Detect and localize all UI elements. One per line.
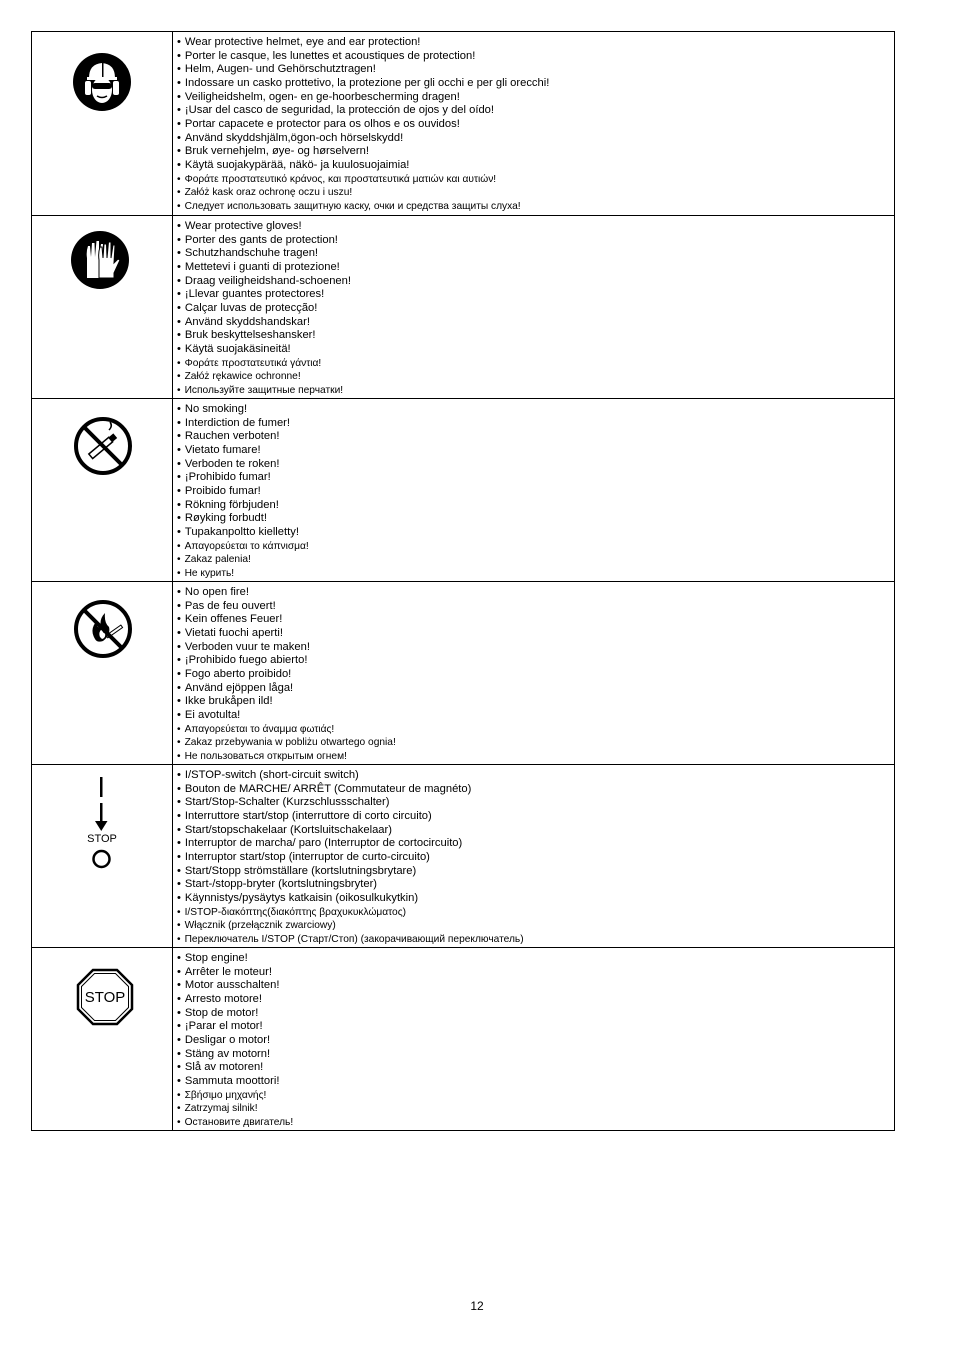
- translation-list: [177, 952, 894, 1130]
- symbol-cell: [32, 582, 173, 764]
- symbol-cell: [32, 32, 173, 215]
- symbol-cell: [32, 216, 173, 398]
- list-item: • Włącznik (przełącznik zwarciowy): [177, 919, 894, 933]
- list-item: • Переключатель I/STOP (Старт/Стоп) (закорачивающий переключатель): [177, 933, 894, 947]
- text-cell: [173, 948, 894, 1130]
- list-item: • Porter des gants de protection!: [177, 234, 894, 248]
- table-row: [32, 947, 894, 1130]
- list-item: • Slå av motoren!: [177, 1061, 894, 1075]
- list-item: • Røyking forbudt!: [177, 512, 894, 526]
- list-item: • Załóż rękawice ochronne!: [177, 370, 894, 384]
- protective-gloves-icon: [70, 230, 130, 290]
- list-item: • Schutzhandschuhe tragen!: [177, 247, 894, 261]
- list-item: • Zakaz palenia!: [177, 553, 894, 567]
- helmet-eye-ear-protection-icon: [72, 52, 132, 112]
- no-smoking-icon: [73, 416, 133, 476]
- list-item: • Calçar luvas de protecção!: [177, 302, 894, 316]
- list-item: • Verboden te roken!: [177, 458, 894, 472]
- list-item: • Wear protective helmet, eye and ear protection!: [177, 36, 894, 50]
- text-cell: [173, 582, 894, 764]
- list-item: • ¡Llevar guantes protectores!: [177, 288, 894, 302]
- list-item: • Start/Stop-Schalter (Kurzschlussschalter): [177, 796, 894, 810]
- list-item: • Verboden vuur te maken!: [177, 641, 894, 655]
- list-item: • Käynnistys/pysäytys katkaisin (oikosulkukytkin): [177, 892, 894, 906]
- list-item: • Stop de motor!: [177, 1007, 894, 1021]
- text-cell: [173, 216, 894, 398]
- list-item: • Φοράτε προστατευτικά γάντια!: [177, 357, 894, 371]
- list-item: • Следует использовать защитную каску, очки и средства защиты слуха!: [177, 200, 894, 214]
- list-item: • Motor ausschalten!: [177, 979, 894, 993]
- list-item: • Portar capacete e protector para os olhos e os ouvidos!: [177, 118, 894, 132]
- list-item: • Bouton de MARCHE/ ARRÊT (Commutateur de magnéto): [177, 783, 894, 797]
- list-item: • Käytä suojakypärää, näkö- ja kuulosuojaimia!: [177, 159, 894, 173]
- text-cell: [173, 32, 894, 215]
- list-item: • Zakaz przebywania w pobliżu otwartego ognia!: [177, 736, 894, 750]
- translation-list: [177, 586, 894, 764]
- list-item: • Σβήσιμο μηχανής!: [177, 1089, 894, 1103]
- list-item: • Załóż kask oraz ochronę oczu i uszu!: [177, 186, 894, 200]
- list-item: • Veiligheidshelm, ogen- en ge-hoorbescherming dragen!: [177, 91, 894, 105]
- list-item: • I/STOP-διακόπτης(διακόπτης βραχυκυκλώματος): [177, 906, 894, 920]
- list-item: • Draag veiligheidshand-schoenen!: [177, 275, 894, 289]
- list-item: • Не курить!: [177, 567, 894, 581]
- list-item: • Interruptor start/stop (interruptor de curto-circuito): [177, 851, 894, 865]
- list-item: • Stop engine!: [177, 952, 894, 966]
- list-item: • Start/Stopp strömställare (kortslutningsbrytare): [177, 865, 894, 879]
- text-cell: [173, 765, 894, 947]
- page-number: 12: [470, 1299, 484, 1313]
- table-row: [32, 215, 894, 398]
- list-item: • Bruk beskyttelseshansker!: [177, 329, 894, 343]
- list-item: • Använd ejöppen låga!: [177, 682, 894, 696]
- list-item: • Interdiction de fumer!: [177, 417, 894, 431]
- symbol-cell: [32, 948, 173, 1130]
- list-item: • Ikke brukåpen ild!: [177, 695, 894, 709]
- safety-symbols-table: [31, 31, 895, 1131]
- table-row: [32, 581, 894, 764]
- list-item: • ¡Parar el motor!: [177, 1020, 894, 1034]
- list-item: • Interruptor de marcha/ paro (Interruptor de cortocircuito): [177, 837, 894, 851]
- list-item: • ¡Prohibido fuego abierto!: [177, 654, 894, 668]
- list-item: • Indossare un casko prottetivo, la protezione per gli occhi e per gli orecchi!: [177, 77, 894, 91]
- list-item: • Остановите двигатель!: [177, 1116, 894, 1130]
- list-item: • Använd skyddshandskar!: [177, 316, 894, 330]
- table-row: [32, 398, 894, 581]
- list-item: • Используйте защитные перчатки!: [177, 384, 894, 398]
- list-item: • Mettetevi i guanti di protezione!: [177, 261, 894, 275]
- list-item: • Vietati fuochi aperti!: [177, 627, 894, 641]
- stop-sign-label: STOP: [84, 989, 126, 1006]
- list-item: • Απαγορεύεται το άναμμα φωτιάς!: [177, 723, 894, 737]
- list-item: • Απαγορεύεται το κάπνισμα!: [177, 540, 894, 554]
- list-item: • Start/stopschakelaar (Kortsluitschakelaar): [177, 824, 894, 838]
- list-item: • I/STOP-switch (short-circuit switch): [177, 769, 894, 783]
- list-item: • Φοράτε προστατευτικό κράνος, και προστατευτικά ματιών και αυτιών!: [177, 173, 894, 187]
- list-item: • Proibido fumar!: [177, 485, 894, 499]
- list-item: • Tupakanpoltto kielletty!: [177, 526, 894, 540]
- list-item: • No open fire!: [177, 586, 894, 600]
- list-item: • Desligar o motor!: [177, 1034, 894, 1048]
- list-item: • Wear protective gloves!: [177, 220, 894, 234]
- translation-list: [177, 769, 894, 947]
- list-item: • Interruttore start/stop (interruttore di corto circuito): [177, 810, 894, 824]
- list-item: • Bruk vernehjelm, øye- og hørselvern!: [177, 145, 894, 159]
- stop-label: STOP: [87, 833, 117, 845]
- list-item: • Не пользоваться открытым огнем!: [177, 750, 894, 764]
- list-item: • Arresto motore!: [177, 993, 894, 1007]
- list-item: • Rökning förbjuden!: [177, 499, 894, 513]
- translation-list: [177, 36, 894, 214]
- list-item: • Start-/stopp-bryter (kortslutningsbryter): [177, 878, 894, 892]
- list-item: • ¡Usar del casco de seguridad, la protección de ojos y del oído!: [177, 104, 894, 118]
- list-item: • ¡Prohibido fumar!: [177, 471, 894, 485]
- list-item: • Porter le casque, les lunettes et acoustiques de protection!: [177, 50, 894, 64]
- list-item: • Vietato fumare!: [177, 444, 894, 458]
- table-row: [32, 32, 894, 215]
- list-item: • Rauchen verboten!: [177, 430, 894, 444]
- list-item: • Zatrzymaj silnik!: [177, 1102, 894, 1116]
- list-item: • Käytä suojakäsineitä!: [177, 343, 894, 357]
- list-item: • Sammuta moottori!: [177, 1075, 894, 1089]
- table-row: [32, 764, 894, 947]
- list-item: • Använd skyddshjälm,ögon-och hörselskydd!: [177, 132, 894, 146]
- text-cell: [173, 399, 894, 581]
- list-item: • Stäng av motorn!: [177, 1048, 894, 1062]
- i-stop-switch-icon: [84, 775, 120, 871]
- translation-list: [177, 403, 894, 581]
- list-item: • Ei avotulta!: [177, 709, 894, 723]
- symbol-cell: [32, 399, 173, 581]
- list-item: • Kein offenes Feuer!: [177, 613, 894, 627]
- symbol-cell: [32, 765, 173, 947]
- list-item: • Arrêter le moteur!: [177, 966, 894, 980]
- no-open-fire-icon: [73, 599, 133, 659]
- translation-list: [177, 220, 894, 398]
- list-item: • Pas de feu ouvert!: [177, 600, 894, 614]
- list-item: • Fogo aberto proibido!: [177, 668, 894, 682]
- list-item: • No smoking!: [177, 403, 894, 417]
- list-item: • Helm, Augen- und Gehörschutztragen!: [177, 63, 894, 77]
